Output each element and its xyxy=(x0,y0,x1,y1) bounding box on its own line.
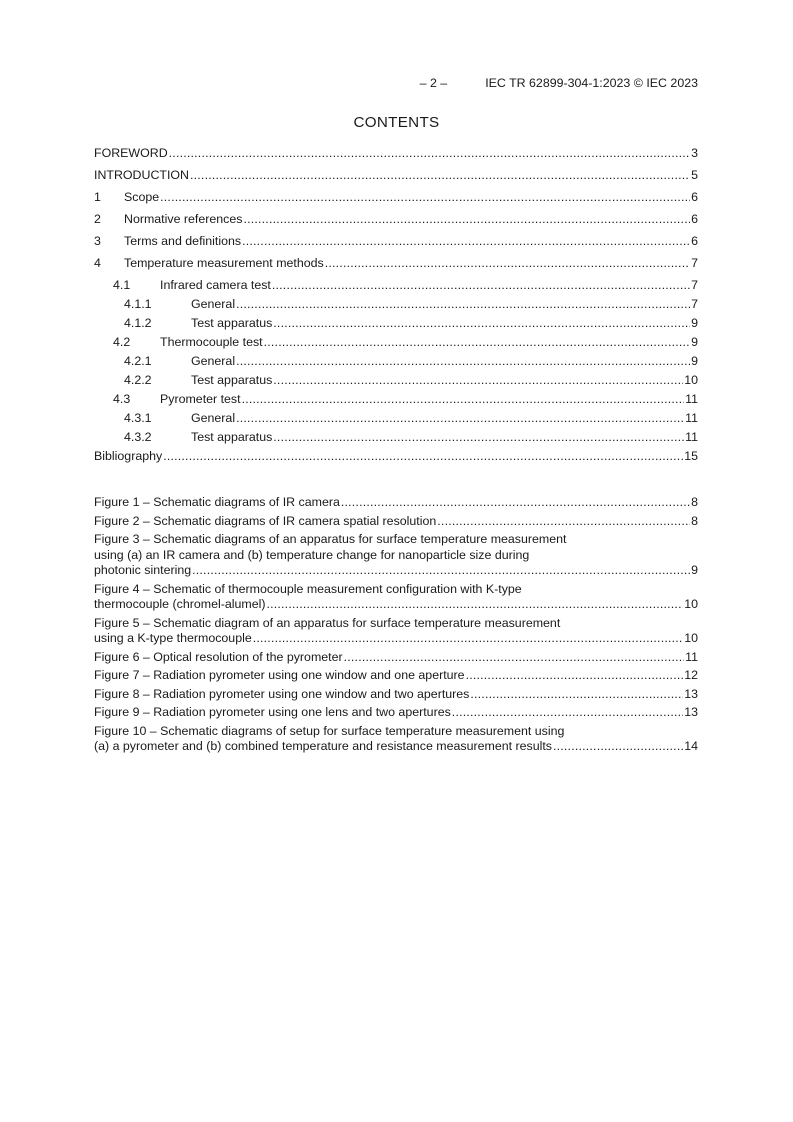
dot-leader xyxy=(236,411,684,426)
figure-entry-page: 13 xyxy=(684,686,698,701)
figure-entry-line: (a) a pyrometer and (b) combined temperature and resistance measurement results xyxy=(94,739,552,753)
toc-entry-number: 3 xyxy=(94,234,101,248)
dot-leader xyxy=(236,354,690,369)
figure-entry[interactable] xyxy=(94,532,698,579)
figure-entry[interactable] xyxy=(94,724,698,755)
figure-entry-page: 9 xyxy=(691,563,698,577)
dot-leader xyxy=(273,373,683,388)
toc-entry-title: FOREWORD xyxy=(94,146,168,160)
dot-leader xyxy=(553,739,683,755)
toc-entry-number: 4.2 xyxy=(113,335,131,349)
dot-leader xyxy=(341,495,690,511)
toc-entry[interactable] xyxy=(94,146,698,168)
figure-entry-page: 8 xyxy=(691,495,698,509)
toc-entry[interactable] xyxy=(94,168,698,190)
toc-entry[interactable] xyxy=(94,212,698,234)
toc-entry-title: Infrared camera test xyxy=(160,278,271,292)
toc-entry-title: Bibliography xyxy=(94,449,163,463)
dot-leader xyxy=(160,190,690,205)
figure-entry-line: Figure 3 – Schematic diagrams of an apparatus for surface temperature measurement xyxy=(94,532,567,546)
toc-entry-number: 4.1.2 xyxy=(124,316,152,330)
toc-entry-page: 3 xyxy=(691,146,698,160)
toc-entry-page: 11 xyxy=(685,430,698,444)
toc-entry-page: 6 xyxy=(691,234,698,248)
toc-entry-number: 4.3.2 xyxy=(124,430,152,444)
toc-entry-page: 9 xyxy=(691,316,698,330)
figure-entry-page: 11 xyxy=(685,649,698,664)
dot-leader xyxy=(169,146,690,161)
toc-entry-number: 4.2.2 xyxy=(124,373,152,387)
toc-entry[interactable] xyxy=(94,256,698,278)
dot-leader xyxy=(273,316,690,331)
toc-entry-title: INTRODUCTION xyxy=(94,168,189,182)
figure-entry-line: Figure 6 – Optical resolution of the pyrometer xyxy=(94,649,343,664)
toc-entry[interactable] xyxy=(94,335,698,354)
figure-entry-page: 10 xyxy=(684,597,698,611)
figure-entry-page: 10 xyxy=(684,631,698,645)
list-of-figures xyxy=(94,495,698,758)
figure-entry-line: Figure 1 – Schematic diagrams of IR camera xyxy=(94,495,340,509)
toc-entry[interactable] xyxy=(94,392,698,411)
toc-entry-page: 9 xyxy=(691,335,698,349)
dot-leader xyxy=(266,597,683,613)
dot-leader xyxy=(243,212,690,227)
dot-leader xyxy=(470,687,683,703)
toc-entry[interactable] xyxy=(94,411,698,430)
figure-entry-line: Figure 4 – Schematic of thermocouple measurement configuration with K-type xyxy=(94,581,522,596)
toc-entry-number: 2 xyxy=(94,212,101,226)
toc-entry-number: 4 xyxy=(94,256,101,270)
dot-leader xyxy=(163,449,683,464)
page-number: – 2 – xyxy=(419,76,448,90)
toc-entry-page: 6 xyxy=(691,212,698,226)
figure-entry-page: 14 xyxy=(684,739,698,753)
toc-entry-page: 10 xyxy=(684,373,698,387)
figure-entry-line: thermocouple (chromel-alumel) xyxy=(94,597,266,611)
figure-entry[interactable] xyxy=(94,650,698,666)
toc-entry-page: 9 xyxy=(691,354,698,368)
toc-entry-number: 4.1 xyxy=(113,278,131,292)
toc-entry[interactable] xyxy=(94,297,698,316)
figure-entry[interactable] xyxy=(94,705,698,721)
toc-entry-number: 4.1.1 xyxy=(124,297,152,311)
toc-entry[interactable] xyxy=(94,278,698,297)
toc-entry-number: 4.3 xyxy=(113,392,131,406)
dot-leader xyxy=(190,168,690,183)
toc-entry[interactable] xyxy=(94,430,698,449)
dot-leader xyxy=(272,278,690,293)
toc-entry-title: Test apparatus xyxy=(191,430,273,444)
toc-entry-title: Terms and definitions xyxy=(124,234,242,248)
toc-entry[interactable] xyxy=(94,316,698,335)
toc-entry-title: Test apparatus xyxy=(191,316,273,330)
dot-leader xyxy=(452,705,683,721)
toc-entry-page: 7 xyxy=(691,256,698,270)
figure-entry-line: Figure 9 – Radiation pyrometer using one lens and two apertures xyxy=(94,705,451,719)
dot-leader xyxy=(192,563,690,579)
figure-entry-line: using a K-type thermocouple xyxy=(94,631,252,645)
toc-entry-page: 11 xyxy=(685,411,698,425)
figure-entry-line: Figure 5 – Schematic diagram of an apparatus for surface temperature measurement xyxy=(94,615,561,630)
toc-entry[interactable] xyxy=(94,234,698,256)
toc-entry-title: Pyrometer test xyxy=(160,392,241,406)
toc-entry-title: Temperature measurement methods xyxy=(124,256,324,270)
figure-entry[interactable] xyxy=(94,668,698,684)
figure-entry-line: Figure 10 – Schematic diagrams of setup for surface temperature measurement using xyxy=(94,723,565,738)
figure-entry-line: Figure 2 – Schematic diagrams of IR camera spatial resolution xyxy=(94,513,437,528)
dot-leader xyxy=(273,430,684,445)
toc-entry[interactable] xyxy=(94,354,698,373)
dot-leader xyxy=(437,514,690,530)
toc-entry-page: 11 xyxy=(685,392,698,406)
toc-entry-page: 7 xyxy=(691,297,698,311)
toc-entry-title: Scope xyxy=(124,190,160,204)
figure-entry[interactable] xyxy=(94,687,698,703)
figure-entry[interactable] xyxy=(94,616,698,647)
toc-entry-number: 1 xyxy=(94,190,101,204)
figure-entry-page: 13 xyxy=(684,705,698,719)
figure-entry[interactable] xyxy=(94,514,698,530)
figure-entry-line: using (a) an IR camera and (b) temperature change for nanoparticle size during xyxy=(94,547,530,562)
dot-leader xyxy=(242,392,685,407)
contents-title: CONTENTS xyxy=(353,114,440,131)
toc-entry-page: 6 xyxy=(691,190,698,204)
toc-entry-title: General xyxy=(191,411,236,425)
dot-leader xyxy=(264,335,690,350)
figure-entry[interactable] xyxy=(94,582,698,613)
toc-entry-title: Thermocouple test xyxy=(160,335,263,349)
toc-entry-page: 7 xyxy=(691,278,698,292)
document-id: IEC TR 62899-304-1:2023 © IEC 2023 xyxy=(485,76,698,90)
page-header xyxy=(94,76,698,91)
toc-entry-page: 5 xyxy=(691,168,698,182)
figure-entry-line: photonic sintering xyxy=(94,563,192,577)
toc-entry-number: 4.3.1 xyxy=(124,411,152,425)
figure-entry-line: Figure 8 – Radiation pyrometer using one window and two apertures xyxy=(94,686,470,701)
toc-entry-number: 4.2.1 xyxy=(124,354,152,368)
toc-entry-title: General xyxy=(191,297,236,311)
toc-entry-title: Normative references xyxy=(124,212,243,226)
toc-entry-title: General xyxy=(191,354,236,368)
toc-entry[interactable] xyxy=(94,373,698,392)
table-of-contents xyxy=(94,146,698,471)
dot-leader xyxy=(253,631,683,647)
toc-entry[interactable] xyxy=(94,190,698,212)
figure-entry-page: 8 xyxy=(691,513,698,528)
toc-entry-page: 15 xyxy=(684,449,698,463)
toc-entry[interactable] xyxy=(94,449,698,471)
figure-entry[interactable] xyxy=(94,495,698,511)
dot-leader xyxy=(236,297,690,312)
dot-leader xyxy=(325,256,690,271)
figure-entry-line: Figure 7 – Radiation pyrometer using one window and one aperture xyxy=(94,668,465,682)
dot-leader xyxy=(242,234,690,249)
dot-leader xyxy=(344,650,685,666)
figure-entry-page: 12 xyxy=(684,668,698,682)
toc-entry-title: Test apparatus xyxy=(191,373,273,387)
dot-leader xyxy=(466,668,684,684)
